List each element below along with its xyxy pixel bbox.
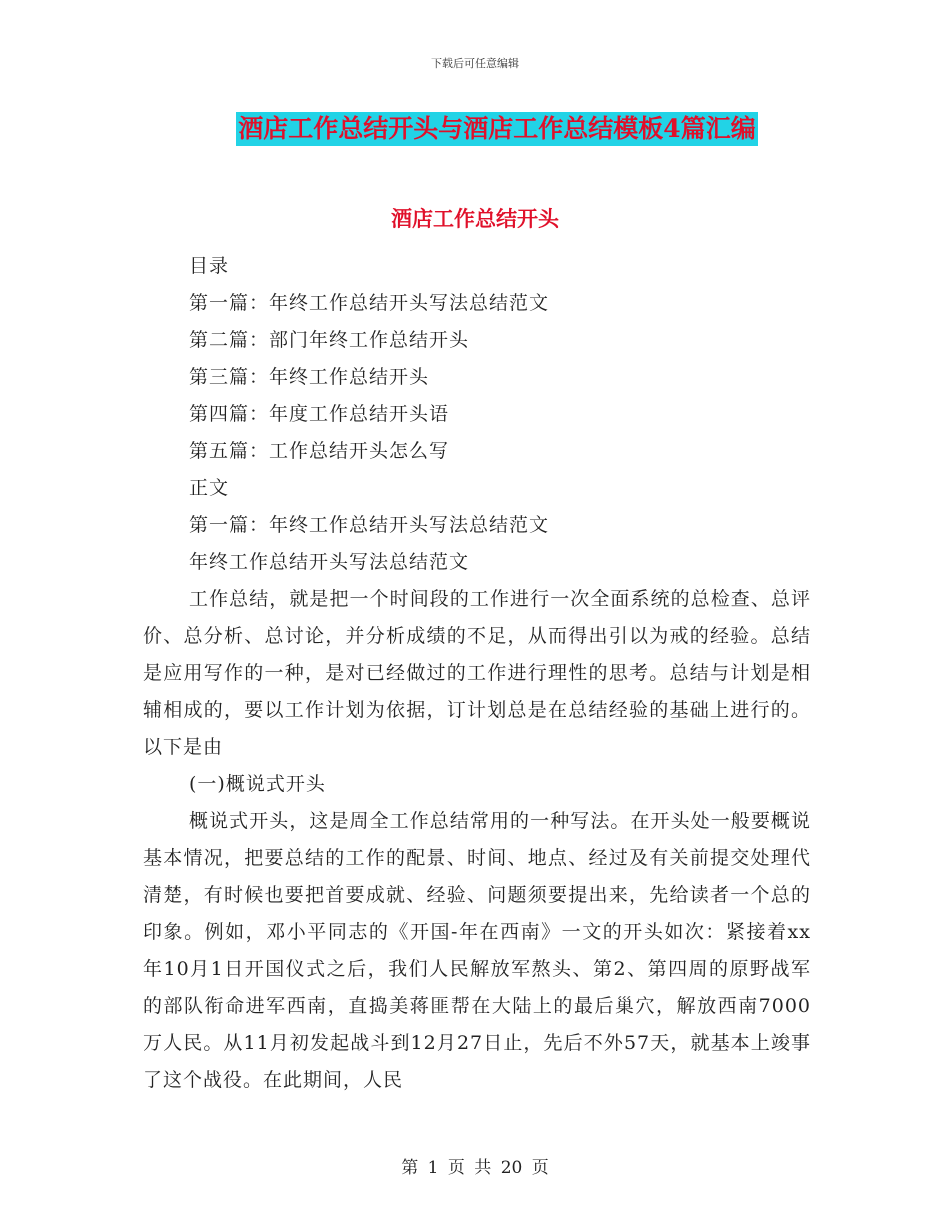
subsection-heading: (一)概说式开头 (189, 773, 326, 795)
document-body (143, 248, 811, 1099)
document-title-text: 酒店工作总结开头与酒店工作总结模板4篇汇编 (236, 112, 757, 146)
toc-item: 第四篇：年度工作总结开头语 (189, 403, 450, 425)
body-heading: 正文 (189, 477, 230, 499)
header-note: 下载后可任意编辑 (431, 57, 519, 70)
toc-heading: 目录 (189, 255, 230, 277)
toc-item: 第五篇：工作总结开头怎么写 (189, 440, 450, 462)
page-footer: 第 1 页 共 20 页 (401, 1158, 549, 1178)
document-title (0, 112, 950, 146)
toc-item: 第三篇：年终工作总结开头 (189, 366, 430, 388)
paragraph-overview: 概说式开头，这是周全工作总结常用的一种写法。在开头处一般要概说基本情况，把要总结的工作的配景、时间、地点、经过及有关前提交处理代清楚，有时候也要把首要成就、经验、问题须要提出来，先给读者一个总的印象。例如，邓小平同志的《开国-年在西南》一文的开头如次：紧接着xx年10月1日开国仪式之后，我们人民解放军熬头、第2、第四周的原野战军的部队衔命进军西南，直捣美蒋匪帮在大陆上的最后巢穴，解放西南7000万人民。从11月初发起战斗到12月27日止，先后不外57天，就基本上竣事了这个战役。在此期间，人民 (143, 810, 811, 1091)
part1-heading: 第一篇：年终工作总结开头写法总结范文 (189, 514, 550, 536)
section-title: 酒店工作总结开头 (391, 206, 559, 231)
toc-item: 第二篇：部门年终工作总结开头 (189, 329, 470, 351)
part1-subtitle: 年终工作总结开头写法总结范文 (189, 551, 470, 573)
paragraph-intro: 工作总结，就是把一个时间段的工作进行一次全面系统的总检查、总评价、总分析、总讨论，并分析成绩的不足，从而得出引以为戒的经验。总结是应用写作的一种，是对已经做过的工作进行理性的思考。总结与计划是相辅相成的，要以工作计划为依据，订计划总是在总结经验的基础上进行的。以下是由 (143, 588, 811, 758)
toc-item: 第一篇：年终工作总结开头写法总结范文 (189, 292, 550, 314)
